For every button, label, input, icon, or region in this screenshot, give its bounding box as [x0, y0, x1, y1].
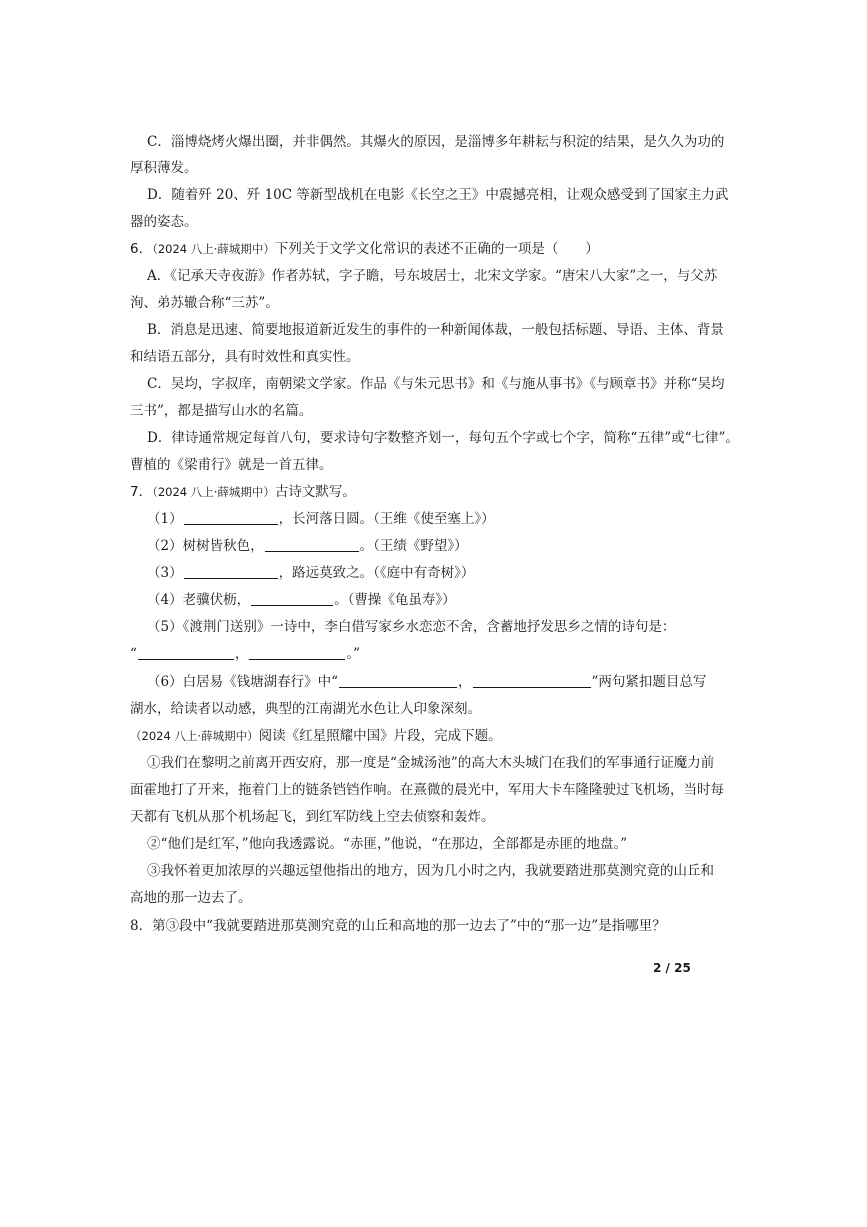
- passage-intro: [130, 727, 502, 745]
- item-label: （3）: [147, 565, 183, 581]
- item-text: （6）白居易《钱塘湖春行》中“: [147, 674, 338, 690]
- question-7-stem: [130, 483, 356, 501]
- q7-item-3: [147, 564, 474, 582]
- question-number: 7．: [130, 484, 153, 500]
- question-number: 6．: [130, 241, 153, 257]
- answer-blank[interactable]: [473, 673, 591, 688]
- answer-blank[interactable]: [249, 645, 345, 660]
- q7-item-1: [147, 510, 495, 528]
- item-text: 。（曹操《龟虽寿》）: [334, 592, 456, 608]
- q6-option-d-line2: 曹植的《梁甫行》就是一首五律。: [130, 457, 333, 473]
- item-text: 。（王绩《野望》）: [359, 538, 468, 554]
- answer-blank[interactable]: [339, 673, 457, 688]
- question-8-stem: 8．第③段中“我就要踏进那莫测究竟的山丘和高地的那一边去了”中的“那一边”是指哪里？: [130, 918, 666, 934]
- item-text: ”两句紧扣题目总写: [591, 674, 707, 690]
- question-text: 下列关于文学文化常识的表述不正确的一项是（ ）: [274, 241, 599, 257]
- answer-blank[interactable]: [184, 564, 278, 579]
- q6-option-c-line2: 三书”，都是描写山水的名篇。: [130, 403, 313, 419]
- question-text: 古诗文默写。: [274, 484, 356, 500]
- q6-option-c-line1: C．吴均，字叔庠，南朝梁文学家。作品《与朱元思书》和《与施从事书》《与顾章书》并称“吴均: [147, 376, 725, 392]
- answer-blank[interactable]: [184, 510, 278, 525]
- q5-option-d-line2: 器的姿态。: [130, 214, 198, 230]
- quote-close: 。”: [346, 646, 361, 662]
- passage-paragraph-2: ②“他们是红军，”他向我透露说。“赤匪，”他说，“在那边，全部都是赤匪的地盘。”: [147, 836, 628, 852]
- q7-item-5: （5）《渡荆门送别》一诗中，李白借写家乡水恋恋不舍，含蓄地抒发思乡之情的诗句是：: [147, 619, 676, 635]
- page-number: 2 / 25: [653, 961, 691, 975]
- answer-blank[interactable]: [265, 537, 359, 552]
- q5-option-d-line1: D．随着歼 20、歼 10C 等新型战机在电影《长空之王》中震撼亮相，让观众感受到了国家主力武: [147, 187, 729, 203]
- q5-option-c-line2: 厚积薄发。: [130, 160, 198, 176]
- passage-paragraph-3-line2: 高地的那一边去了。: [130, 890, 252, 906]
- item-text: （4）老骥伏枥，: [147, 592, 251, 608]
- q6-option-d-line1: D．律诗通常规定每首八句，要求诗句字数整齐划一，每句五个字或七个字，简称“五律”或“七律”。: [147, 430, 739, 446]
- separator: ，: [234, 646, 249, 662]
- q7-item-6-line2: 湖水，给读者以动感，典型的江南湖光水色让人印象深刻。: [130, 701, 481, 717]
- item-label: （1）: [147, 511, 183, 527]
- q7-item-5-answer: [130, 645, 360, 663]
- answer-blank[interactable]: [251, 591, 333, 606]
- q7-item-6-line1: [147, 673, 706, 691]
- q7-item-4: [147, 591, 456, 609]
- question-source: （2024 八上·薛城期中）: [152, 485, 275, 499]
- passage-paragraph-1-line3: 天都有飞机从那个机场起飞，到红军防线上空去侦察和轰炸。: [130, 809, 495, 825]
- q6-option-a-line2: 洵、弟苏辙合称“三苏”。: [130, 295, 279, 311]
- question-6-stem: [130, 240, 599, 258]
- answer-blank[interactable]: [138, 645, 234, 660]
- q7-item-2: [147, 537, 468, 555]
- passage-instruction: 阅读《红星照耀中国》片段，完成下题。: [258, 728, 502, 744]
- passage-paragraph-1-line2: 面霍地打了开来，拖着门上的链条铛铛作响。在熹微的晨光中，军用大卡车隆隆驶过飞机场，当时每: [130, 782, 724, 798]
- passage-source: （2024 八上·薛城期中）: [130, 729, 259, 743]
- passage-paragraph-3-line1: ③我怀着更加浓厚的兴趣远望他指出的地方，因为几小时之内，我就要踏进那莫测究竟的山丘和: [147, 863, 714, 879]
- item-text: （2）树树皆秋色，: [147, 538, 264, 554]
- q6-option-b-line2: 和结语五部分，具有时效性和真实性。: [130, 349, 360, 365]
- q6-option-a-line1: A．《记承天寺夜游》作者苏轼，字子瞻，号东坡居士，北宋文学家。“唐宋八大家”之一，与父苏: [147, 268, 718, 284]
- question-source: （2024 八上·薛城期中）: [152, 242, 275, 256]
- q5-option-c-line1: C．淄博烧烤火爆出圈，并非偶然。其爆火的原因，是淄博多年耕耘与积淀的结果，是久久为功的: [147, 134, 725, 150]
- passage-paragraph-1-line1: ①我们在黎明之前离开西安府，那一度是“金城汤池”的高大木头城门在我们的军事通行证魔力前: [147, 755, 715, 771]
- item-text: ，长河落日圆。（王维《使至塞上》）: [278, 511, 495, 527]
- item-text: ，路远莫致之。（《庭中有奇树》）: [278, 565, 475, 581]
- separator: ，: [458, 674, 472, 690]
- q6-option-b-line1: B．消息是迅速、简要地报道新近发生的事件的一种新闻体裁，一般包括标题、导语、主体、背景: [147, 322, 724, 338]
- quote-open: “: [130, 646, 137, 662]
